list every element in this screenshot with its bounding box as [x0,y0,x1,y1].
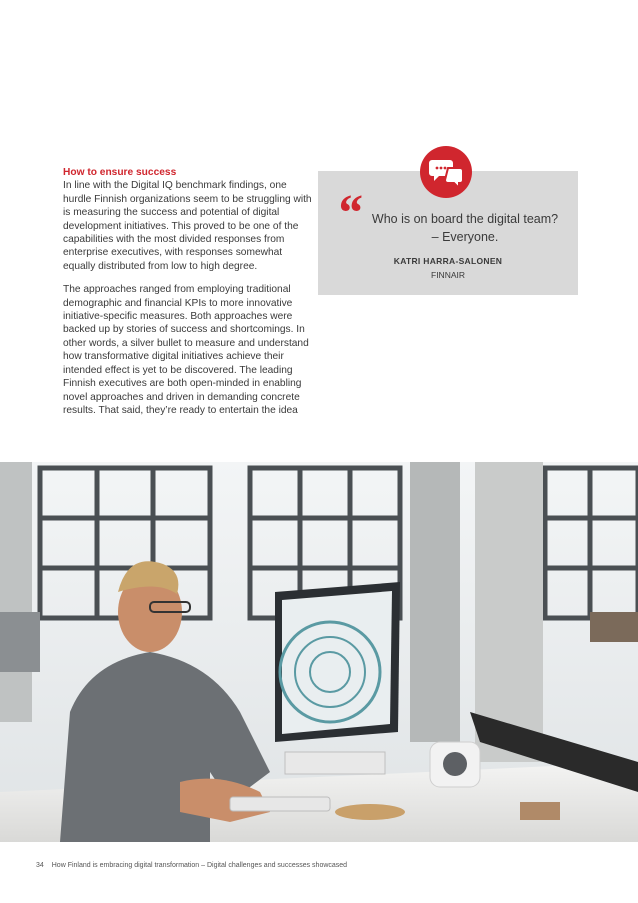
section-heading: How to ensure success [63,167,177,178]
speech-bubbles-icon [420,146,472,198]
quote-answer: – Everyone. [431,230,499,244]
office-photo [0,462,638,842]
quote-author: KATRI HARRA-SALONEN [393,256,503,266]
page-footer [36,862,347,869]
quote-mark: “ [336,185,362,242]
paragraph-2: The approaches ranged from employing traditional demographic and financial KPIs to more innovative initiative-specific measures. Both approaches were backed up by stories of success and shortcomings. In other words, a silver bullet to measure and understand how transformative digital initiatives achieve their intended effect is yet to be discovered. The leading Finnish executives are both open-minded in enabling novel approaches and driven in demanding concrete results. That said, they’re ready to entertain the idea [63,284,309,416]
quote-organization: FINNAIR [431,270,465,280]
footer-title: How Finland is embracing digital transformation – Digital challenges and successes showcased [51,862,348,869]
body-column [63,166,313,427]
paragraph-1: In line with the Digital IQ benchmark findings, one hurdle Finnish organizations seem to be struggling with is measuring the success and potential of digital development initiatives. This proved to be one of the capabilities with the most divided responses from enterprise executives, with responses somewhat equally distributed from low to high degree. [63,180,312,272]
quote-text: Who is on board the digital team? [371,212,559,226]
page-number: 34 [36,862,44,869]
